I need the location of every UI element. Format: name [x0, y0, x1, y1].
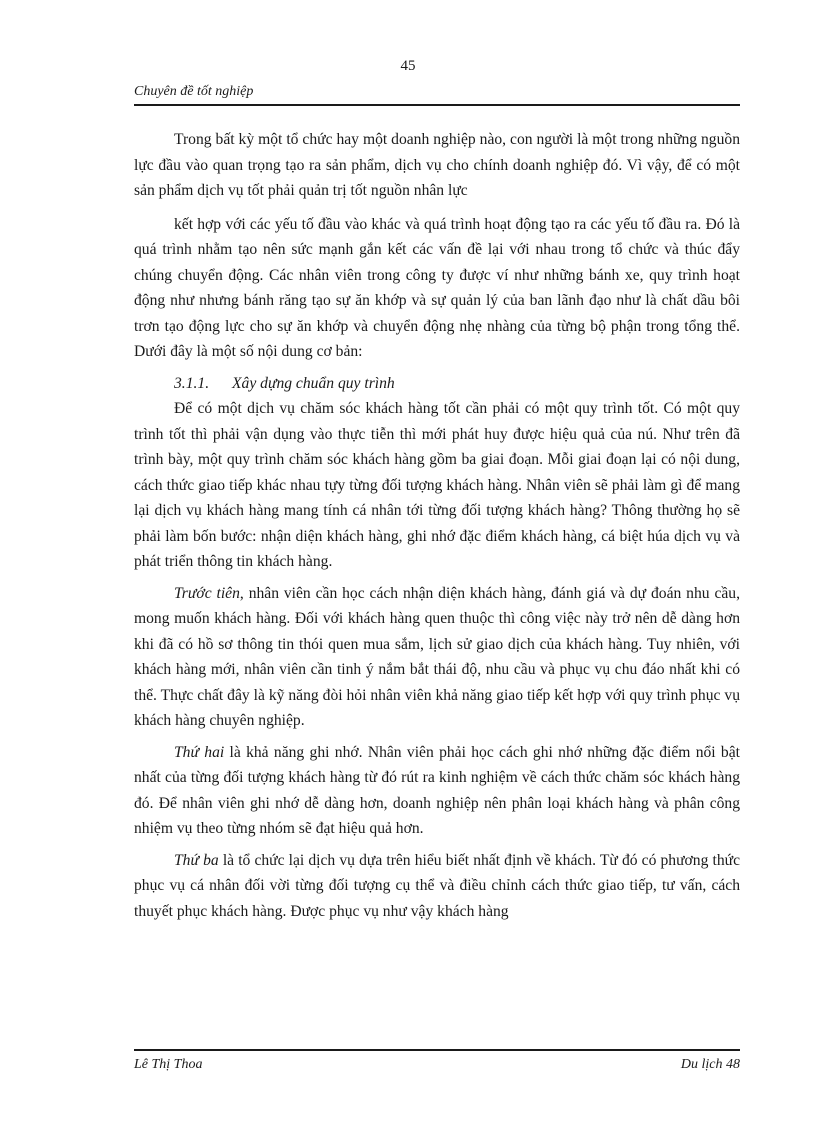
paragraph-intro: Trong bất kỳ một tổ chức hay một doanh nghiệp nào, con người là một trong những nguồn lực đầu vào quan trọng tạo ra sản phẩm, dịch vụ cho chính doanh nghiệp đó. Vì vậy, để có một sản phẩm dịch vụ tốt phải quản trị tốt nguồn nhân lực: [134, 131, 740, 199]
paragraph-third-step: [134, 848, 740, 925]
header-rule: [134, 104, 740, 106]
page-number: 45: [400, 58, 416, 74]
third-step-text: là tổ chức lại dịch vụ dựa trên hiểu biết nhất định về khách. Từ đó có phương thức phục vụ cá nhân đối vời từng đối tượng cụ thể và điều chỉnh cách thức giao tiếp, tư vấn, cách thuyết phục khách hàng. Được phục vụ như vậy khách hàng: [134, 851, 741, 920]
section-number: 3.1.1.: [174, 374, 210, 392]
second-step-text: là khả năng ghi nhớ. Nhân viên phải học cách ghi nhớ những đặc điểm nổi bật nhất của từng đối tượng khách hàng từ đó rút ra kinh nghiệm về cách thức chăm sóc khách hàng đó. Để nhân viên ghi nhớ dễ dàng hơn, doanh nghiệp nên phân loại khách hàng và phân công nhiệm vụ theo từng nhóm sẽ đạt hiệu quả hơn.: [134, 743, 740, 837]
paragraph-continuation: kết hợp với các yếu tố đầu vào khác và quá trình hoạt động tạo ra các yếu tố đầu ra. Đó là quá trình nhằm tạo nên sức mạnh gắn kết các vấn đề lại với nhau trong tổ chức và thúc đẩy chúng chuyển động. Các nhân viên trong công ty được ví như những bánh xe, quy trình hoạt động như nhưng bánh răng tạo sự ăn khớp và sự quản lý của ban lãnh đạo như là chất dầu bôi trơn tạo động lực cho sự ăn khớp và chuyển động nhẹ nhàng của từng bộ phận trong tổng thể. Dưới đây là một số nội dung cơ bản:: [134, 215, 740, 360]
second-step-lead: Thứ hai: [174, 743, 225, 761]
footer-author: Lê Thị Thoa: [134, 1057, 203, 1072]
paragraph-process: Để có một dịch vụ chăm sóc khách hàng tốt cần phải có một quy trình tốt. Có một quy trình tốt thì phải vận dụng vào thực tiễn thì mới phát huy được hiệu quả của nú. Như trên đã trình bày, một quy trình chăm sóc khách hàng gồm ba giai đoạn. Mỗi giai đoạn lại có nội dung, cách thức giao tiếp khác nhau tựy từng đối tượng khách hàng. Nhân viên sẽ phải làm gì để mang lại dịch vụ khách hàng mang tính cá nhân tới từng đối tượng khách hàng? Thông thường họ sẽ phải làm bốn bước: nhận diện khách hàng, ghi nhớ đặc điểm khách hàng, cá biệt húa dịch vụ và phát triển thông tin khách hàng.: [134, 400, 740, 570]
paragraph-first-step: [134, 581, 740, 734]
third-step-lead: Thứ ba: [174, 851, 219, 869]
paragraph-second-step: [134, 740, 740, 842]
section-title: Xây dựng chuẩn quy trình: [232, 374, 395, 392]
first-step-text: , nhân viên cần học cách nhận diện khách hàng, đánh giá và dự đoán nhu cầu, mong muốn khách hàng. Đối với khách hàng quen thuộc thì công việc này trở nên dễ dàng hơn khi đã có hồ sơ thông tin thói quen mua sắm, lịch sử giao dịch của khách hàng. Tuy nhiên, với khách hàng mới, nhân viên cần tinh ý nắm bắt thái độ, nhu cầu và phục vụ chu đáo nhất khi có thể. Thực chất đây là kỹ năng đòi hỏi nhân viên khả năng giao tiếp kết hợp với quy trình phục vụ khách hàng chuyên nghiệp.: [134, 584, 740, 729]
first-step-lead: Trước tiên: [174, 584, 240, 602]
section-heading: [134, 371, 740, 397]
footer-rule: [134, 1049, 740, 1051]
body-text: [134, 127, 740, 924]
header-title: Chuyên đề tốt nghiệp: [134, 84, 254, 99]
footer-class: Du lịch 48: [680, 1057, 740, 1072]
